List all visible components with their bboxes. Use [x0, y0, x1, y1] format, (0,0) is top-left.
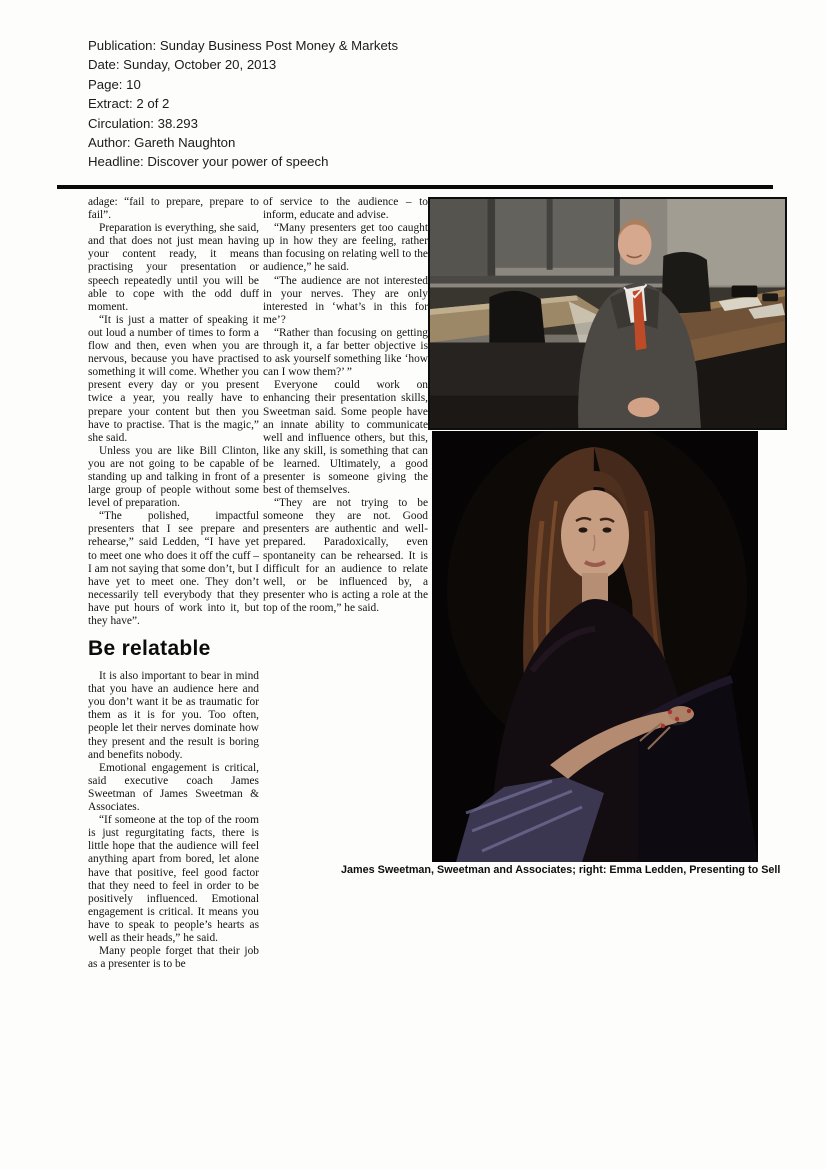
paragraph: It is also important to bear in mind that you have an audience here and you don’t want it be as traumatic for them as it is for you. Too often, people let their nerves dominate how they present and the result is boring and benefits nobody. — [88, 670, 259, 761]
paragraph: Emotional engagement is critical, said executive coach James Sweetman of James Sweetman & Associates. — [88, 761, 259, 814]
paragraph: “Many presenters get too caught up in how they are feeling, rather than focusing on relating well to the audience,” he said. — [263, 222, 428, 274]
photo-caption: James Sweetman, Sweetman and Associates; right: Emma Ledden, Presenting to Sell — [341, 864, 781, 876]
clipping-metadata — [88, 36, 518, 172]
paragraph: “It is just a matter of speaking it out loud a number of times to form a flow and then, even when you are nervous, because you have practised something it will come. Whether you present every day or you present twice a year, you really have to prepare your content but then you have to practise. That is the magic,” she said. — [88, 313, 259, 444]
meta-publication: Publication: Sunday Business Post Money & Markets — [88, 38, 399, 53]
meta-date: Date: Sunday, October 20, 2013 — [88, 57, 277, 73]
meta-page: Page: 10 — [88, 76, 141, 92]
paragraph: Many people forget that their job as a presenter is to be — [88, 945, 259, 971]
meta-extract: Extract: 2 of 2 — [88, 96, 170, 112]
article-column-2 — [263, 196, 428, 615]
article-column-1 — [88, 196, 259, 971]
section-heading: Be relatable — [88, 637, 211, 661]
paragraph: Unless you are like Bill Clinton, you are not going to be capable of standing up and talking in front of a large group of people without some level of preparation. — [88, 444, 259, 510]
meta-author: Author: Gareth Naughton — [88, 135, 236, 151]
paragraph: “The polished, impactful presenters that I see prepare and rehearse,” said Ledden, “I have yet to meet one who does it off the cuff – I am not saying that some don’t, but I have yet to meet one. They don’t necessarily tell everybody that they have put hours of work into it, but they have”. — [88, 510, 259, 627]
photo-man-in-office-illustration — [430, 199, 785, 428]
meta-circulation: Circulation: 38.293 — [88, 115, 198, 131]
paragraph: Preparation is everything, she said, and that does not just mean having your content ready, it means practising your presentation or speech repeatedly until you will be able to cope with the odd duff moment. — [88, 222, 259, 313]
paragraph: Everyone could work on enhancing their presentation skills, Sweetman said. Some people have an innate ability to communicate well and influence others, but this, like any skill, is something that can be learned. Ultimately, a good presenter is someone giving the best of themselves. — [263, 379, 428, 497]
paragraph: of service to the audience – to inform, educate and advise. — [263, 196, 428, 222]
paragraph: “The audience are not interested in your nerves. They are only interested in ‘what’s in this for me’? — [263, 274, 428, 326]
paragraph: “Rather than focusing on getting through it, a far better objective is to ask yourself something like ‘how can I wow them?’ ” — [263, 326, 428, 379]
horizontal-rule — [57, 185, 773, 189]
paragraph: “If someone at the top of the room is just regurgitating facts, there is little hope that the audience will feel anything apart from bored, let alone have that positive, feel good factor that they need to feel in order to be positively influenced. Emotional engagement is critical. It means you have to speak to people’s hearts as well as their heads,” he said. — [88, 814, 259, 944]
photo-emma-ledden — [432, 431, 758, 862]
photo-james-sweetman — [428, 197, 787, 430]
paragraph: “They are not trying to be someone they are not. Good presenters are authentic and well-prepared. Paradoxically, even spontaneity can be rehearsed. It is difficult for an audience to relate well, or be influenced by, a presenter who is acting a role at the top of the room,” he said. — [263, 497, 428, 614]
photo-woman-portrait-illustration — [432, 431, 758, 862]
paragraph: adage: “fail to prepare, prepare to fail”. — [88, 196, 259, 222]
meta-headline: Headline: Discover your power of speech — [88, 154, 329, 170]
